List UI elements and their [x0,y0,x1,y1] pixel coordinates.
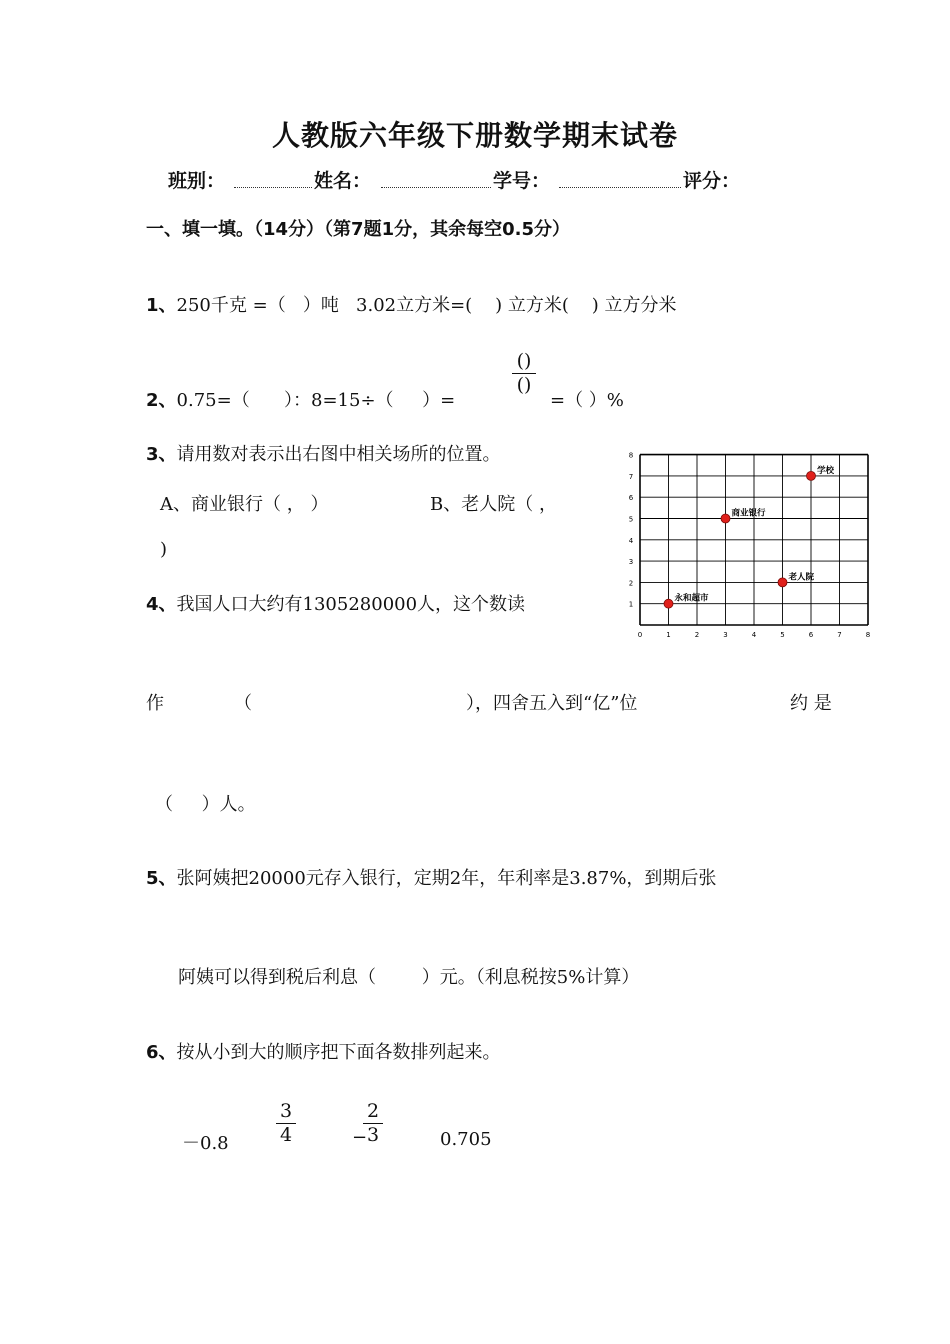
x-tick-label: 1 [666,631,671,639]
fraction-denominator: () [516,374,532,396]
score-label: 评分： [683,170,741,192]
name-label: 姓名： [314,170,372,192]
name-field[interactable] [381,187,491,188]
page-title: 人教版六年级下册数学期末试卷 [271,119,678,152]
fraction-numerator: 3 [279,1100,293,1122]
data-point [664,599,673,608]
data-point [807,471,816,480]
x-tick-label: 4 [751,631,757,639]
question-4-rounding: ），四舍五入到“亿”位 [466,693,638,714]
point-label: 商业银行 [731,508,766,519]
point-label: 永和超市 [674,593,709,604]
fraction-denominator: 4 [279,1124,293,1146]
class-field[interactable] [234,187,312,188]
point-label: 学校 [817,465,835,476]
question-number: 2、 [146,390,177,411]
x-tick-label: 8 [865,631,871,639]
question-text: 我国人口大约有1305280000人，这个数读 [176,594,526,615]
x-tick-label: 0 [637,631,643,639]
question-3b: B、老人院（ ， [430,494,557,515]
fraction-item [276,1102,296,1145]
question-2 [146,386,455,412]
question-text: 250千克 =（ ）吨 3.02立方米=( ) 立方米( ) 立方分米 [176,295,677,316]
question-3-tail: ) [160,539,168,560]
point-label: 老人院 [788,572,815,583]
y-tick-label: 4 [628,536,634,545]
x-tick-label: 7 [837,631,842,639]
question-number: 1、 [146,295,177,316]
id-field[interactable] [559,187,681,188]
fraction-numerator: () [516,350,532,372]
data-point [721,514,730,523]
fraction-blank [512,352,536,395]
fraction-denominator: 3 [366,1124,380,1146]
question-4-answer: （ ）人。 [155,794,256,815]
question-text: 按从小到大的顺序把下面各数排列起来。 [176,1042,501,1063]
x-tick-label: 3 [723,631,728,639]
question-5 [146,864,716,890]
y-tick-label: 7 [628,472,634,481]
question-number: 5、 [146,868,177,889]
x-tick-label: 6 [808,631,814,639]
question-text: 请用数对表示出右图中相关场所的位置。 [176,444,501,465]
x-tick-label: 2 [694,631,700,639]
question-number: 4、 [146,594,177,615]
question-4-paren-open: （ [234,693,252,714]
question-text-2b: =（ ）% [550,390,624,411]
number-item: 0.705 [440,1129,492,1150]
y-tick-label: 2 [628,579,634,588]
fraction-numerator: 2 [366,1100,380,1122]
question-text: 张阿姨把20000元存入银行，定期2年，年利率是3.87%，到期后张 [176,868,717,889]
y-tick-label: 3 [628,558,634,567]
question-4-word: 作 [146,693,164,714]
question-3 [146,440,501,466]
x-tick-label: 5 [780,631,785,639]
y-tick-label: 1 [628,600,634,609]
question-5-line2: 阿姨可以得到税后利息（ ）元。（利息税按5%计算） [178,967,640,988]
coordinate-grid-chart [615,445,875,640]
class-label: 班别： [168,170,226,192]
question-4 [146,590,525,616]
fraction-item [363,1102,383,1145]
question-text: 0.75=（ ）：8=15÷（ ）= [176,390,456,411]
y-tick-label: 8 [628,451,634,460]
question-1 [146,291,677,317]
question-number: 6、 [146,1042,177,1063]
data-point [778,578,787,587]
negative-sign: − [352,1127,368,1148]
y-tick-label: 6 [628,494,634,503]
question-6 [146,1038,501,1064]
y-tick-label: 5 [628,515,634,524]
question-4-approx: 约 是 [790,693,832,714]
id-label: 学号： [493,170,551,192]
section-heading: 一、填一填。（14分）（第7题1分，其余每空0.5分） [146,219,570,240]
question-3a: A、商业银行（ ， ） [160,494,329,515]
number-item: －0.8 [182,1133,229,1154]
question-number: 3、 [146,444,177,465]
